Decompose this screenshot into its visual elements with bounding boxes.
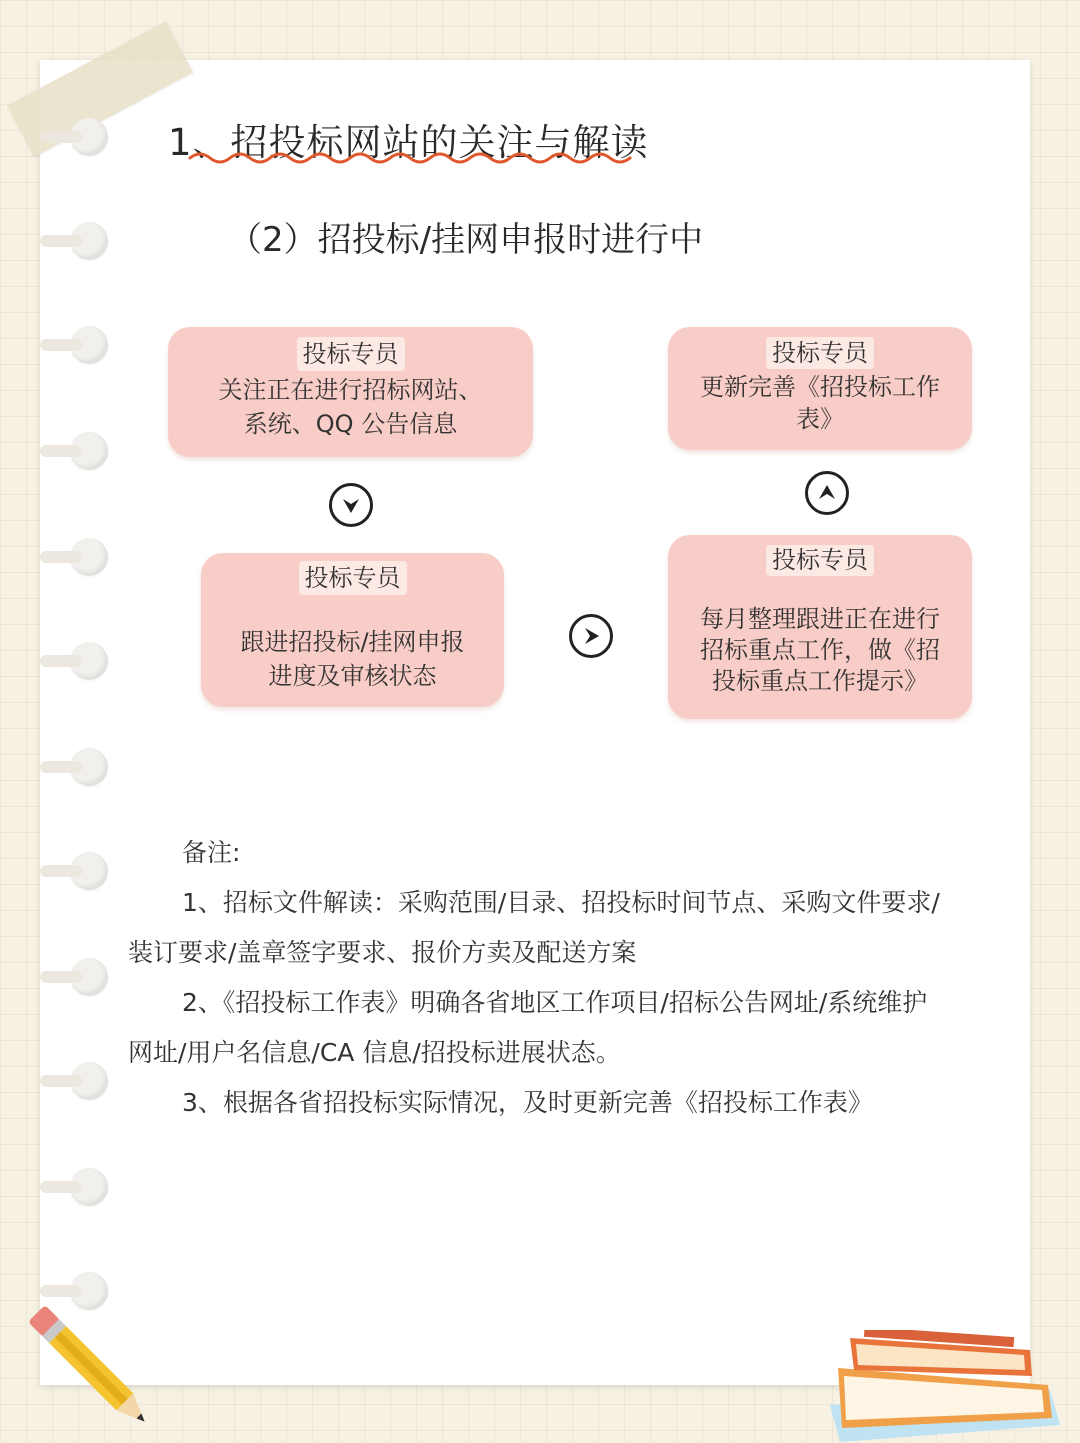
- notes-section: [128, 828, 998, 1128]
- note-item-3: 3、根据各省招投标实际情况，及时更新完善《招投标工作表》: [182, 1088, 873, 1117]
- flow-box-3: [668, 535, 972, 719]
- squiggle-underline: [188, 150, 633, 166]
- notebook-ring: [70, 642, 108, 680]
- books-icon: [820, 1330, 1070, 1443]
- role-label: 投标专员: [297, 337, 405, 371]
- pencil-icon: [18, 1300, 168, 1440]
- notebook-ring: [70, 222, 108, 260]
- role-label: 投标专员: [766, 337, 874, 369]
- box-text-line: 系统、QQ 公告信息: [243, 410, 458, 438]
- flow-box-1: [168, 327, 533, 457]
- notebook-ring: [70, 852, 108, 890]
- notebook-ring: [70, 326, 108, 364]
- role-label: 投标专员: [766, 545, 874, 576]
- flow-box-2: [201, 553, 504, 707]
- notebook-ring: [70, 538, 108, 576]
- note-item-2-cont: 网址/用户名信息/CA 信息/招投标进展状态。: [128, 1038, 621, 1067]
- box-text-line: 招标重点工作，做《招: [700, 636, 940, 664]
- notebook-ring: [70, 958, 108, 996]
- role-label: 投标专员: [299, 561, 407, 595]
- box-text-line: 跟进招投标/挂网申报: [240, 628, 465, 656]
- section-subtitle: （2）招投标/挂网申报时进行中: [228, 220, 704, 260]
- arrow-down-icon: [329, 483, 373, 527]
- box-text-line: 关注正在进行招标网站、: [218, 376, 483, 404]
- box-text-line: 更新完善《招投标工作: [700, 373, 940, 401]
- notebook-ring: [70, 432, 108, 470]
- notebook-ring: [70, 1062, 108, 1100]
- arrow-up-icon: [805, 471, 849, 515]
- note-item-1: 1、招标文件解读：采购范围/目录、招投标时间节点、采购文件要求/: [182, 888, 940, 917]
- box-text-line: 表》: [796, 405, 844, 433]
- notes-heading: 备注:: [182, 838, 241, 867]
- notebook-ring: [70, 118, 108, 156]
- note-item-1-cont: 装订要求/盖章签字要求、报价方卖及配送方案: [128, 938, 637, 967]
- box-text-line: 投标重点工作提示》: [712, 667, 928, 695]
- flow-box-4: [668, 327, 972, 450]
- box-text-line: 每月整理跟进正在进行: [700, 605, 940, 633]
- arrow-right-icon: [569, 614, 613, 658]
- notebook-ring: [70, 748, 108, 786]
- note-item-2: 2、《招投标工作表》明确各省地区工作项目/招标公告网址/系统维护: [182, 988, 928, 1017]
- notebook-ring: [70, 1168, 108, 1206]
- page-title: 1、招投标网站的关注与解读: [168, 121, 649, 164]
- box-text-line: 进度及审核状态: [268, 662, 437, 690]
